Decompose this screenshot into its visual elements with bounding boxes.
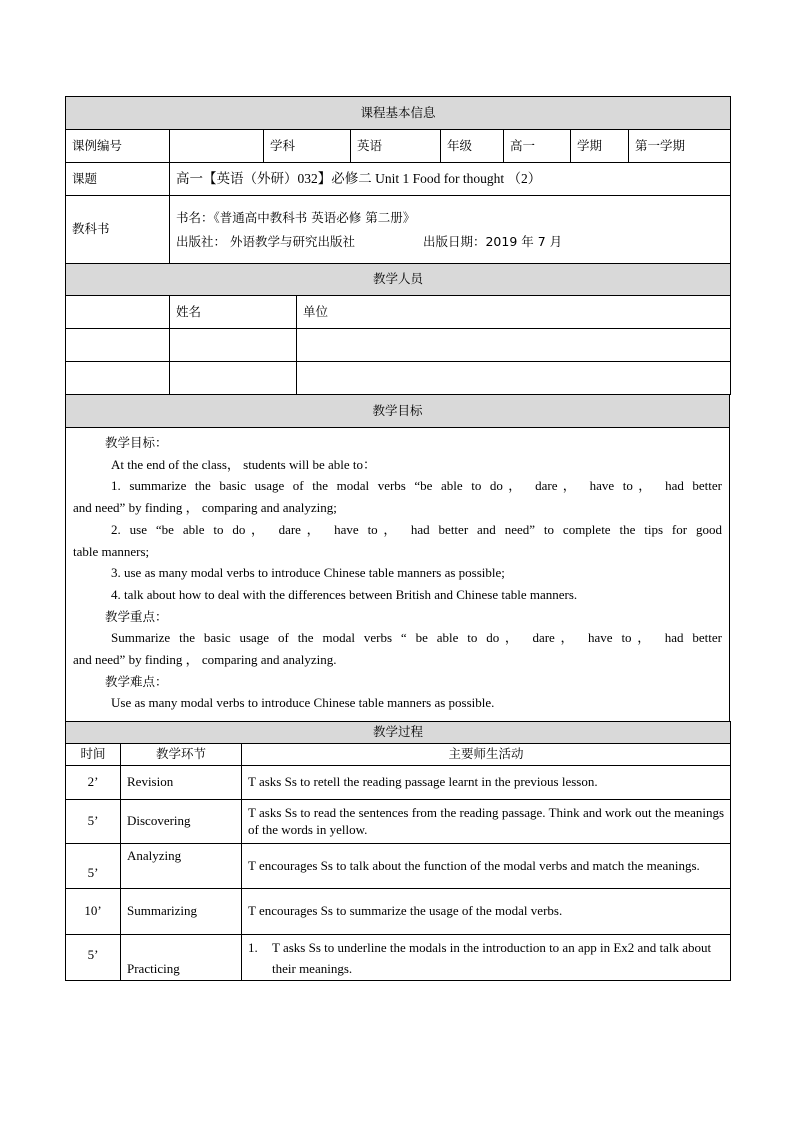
staff-name [170,329,297,362]
process-activity: T asks Ss to retell the reading passage learnt in the previous lesson. [242,766,731,800]
staff-header: 教学人员 [66,264,731,296]
process-stage: Revision [121,766,242,800]
process-row [66,889,731,935]
goals-intro: At the end of the class， students will be able to： [111,456,377,472]
process-time: 2’ [66,766,121,800]
process-row [66,844,731,889]
term-value: 第一学期 [629,130,731,163]
key-points-heading: 教学重点： [105,608,168,624]
goal-4: 4. talk about how to deal with the differences between British and Chinese table manners. [111,586,578,602]
process-row [66,800,731,844]
objectives-body [66,428,730,722]
staff-role [66,329,170,362]
activity-steps [248,937,724,979]
lesson-no-label: 课例编号 [66,130,170,163]
textbook-info [170,196,731,264]
topic-label: 课题 [66,163,170,196]
activity-step [248,937,724,979]
subject-label: 学科 [264,130,351,163]
goal-2-line-2: table manners; [73,543,150,559]
staff-role [66,362,170,395]
staff-name-head: 姓名 [170,296,297,329]
publisher-line [176,230,724,254]
process-stage: Summarizing [121,889,242,935]
process-header: 教学过程 [66,722,731,744]
staff-row [66,329,731,362]
process-row [66,766,731,800]
process-stage: Discovering [121,800,242,844]
key-points-line-2: and need” by finding ， comparing and analyzing. [73,652,337,668]
topic-value: 高一【英语（外研）032】必修二 Unit 1 Food for thought （2） [170,163,731,196]
process-stage: Analyzing [121,844,242,889]
process-row [66,935,731,981]
goals-heading: 教学目标： [105,435,168,450]
goal-3: 3. use as many modal verbs to introduce Chinese table manners as possible; [111,565,505,581]
activity-step-text: T asks Ss to underline the modals in the introduction to an app in Ex2 and talk about their meanings. [272,939,712,976]
publication-date: 出版日期：2019 年 7 月 [422,233,563,249]
staff-unit [297,329,731,362]
book-name: 书名：《普通高中教科书 英语必修 第二册》 [176,209,416,225]
basic-info-header: 课程基本信息 [66,97,731,130]
process-time: 5’ [66,800,121,844]
staff-unit-head: 单位 [297,296,731,329]
staff-role-head [66,296,170,329]
process-activity: T encourages Ss to summarize the usage of the modal verbs. [242,889,731,935]
process-stage: Practicing [121,935,242,981]
process-col-stage: 教学环节 [121,744,242,766]
goal-1-line-1: 1. summarize the basic usage of the modal verbs “be able to do， dare， have to， had better [111,478,722,494]
goal-2-line-1: 2. use “be able to do， dare， have to， had better and need” to complete the tips for good [111,521,722,537]
process-col-time: 时间 [66,744,121,766]
lesson-plan-document [65,96,730,981]
difficulty-heading: 教学难点： [105,673,168,689]
objectives-header: 教学目标 [66,395,730,428]
process-time: 5’ [66,844,121,889]
goal-1-line-2: and need” by finding ， comparing and analyzing; [73,500,337,516]
process-activity: T encourages Ss to talk about the function of the modal verbs and match the meanings. [242,844,731,889]
activity-step-number: 1. [248,939,258,955]
textbook-label: 教科书 [66,196,170,264]
basic-info-table [65,96,731,296]
process-time: 10’ [66,889,121,935]
staff-table [65,295,731,395]
process-table [65,721,731,981]
process-activity: T asks Ss to read the sentences from the reading passage. Think and work out the meanings of the words in yellow. [242,800,731,844]
subject-value: 英语 [351,130,441,163]
process-activity-cell [242,935,731,981]
key-points-line-1: Summarize the basic usage of the modal verbs “ be able to do， dare， have to， had better [111,630,722,646]
term-label: 学期 [571,130,629,163]
process-time: 5’ [66,935,121,981]
publisher: 出版社： 外语教学与研究出版社 [176,233,355,249]
process-col-activity: 主要师生活动 [242,744,731,766]
staff-row [66,362,731,395]
lesson-no-value [170,130,264,163]
grade-value: 高一 [504,130,571,163]
staff-name [170,362,297,395]
staff-unit [297,362,731,395]
difficulty-text: Use as many modal verbs to introduce Chinese table manners as possible. [111,695,495,711]
grade-label: 年级 [441,130,504,163]
objectives-table [65,394,730,722]
